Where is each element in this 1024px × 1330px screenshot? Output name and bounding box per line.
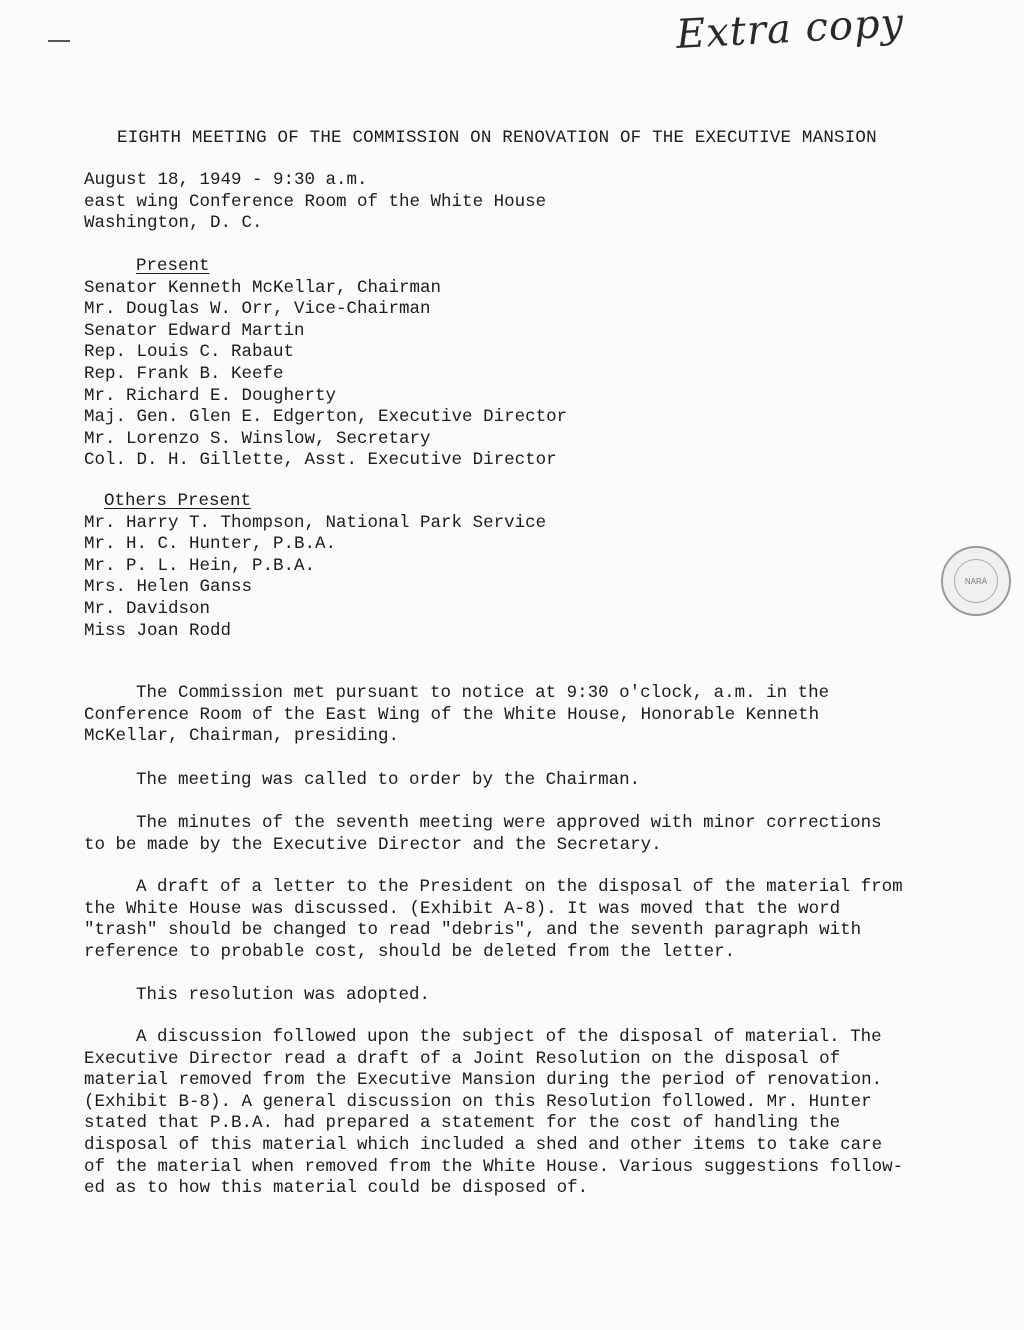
paragraph-line: material removed from the Executive Mansion during the period of renovation. (84, 1070, 883, 1091)
paragraph-line: of the material when removed from the White House. Various suggestions follow- (84, 1156, 904, 1177)
others-member: Mr. Harry T. Thompson, National Park Service (84, 512, 547, 533)
others-member: Mr. P. L. Hein, P.B.A. (84, 555, 316, 576)
others-present-heading: Others Present (104, 491, 252, 511)
document-title: EIGHTH MEETING OF THE COMMISSION ON RENOVATION OF THE EXECUTIVE MANSION (117, 128, 877, 148)
paragraph-line: The minutes of the seventh meeting were approved with minor corrections (136, 813, 882, 833)
meeting-location: east wing Conference Room of the White House (84, 191, 547, 212)
paragraph-line: (Exhibit B-8). A general discussion on this Resolution followed. Mr. Hunter (84, 1091, 872, 1112)
paragraph-line: The Commission met pursuant to notice at 9:30 o'clock, a.m. in the (136, 683, 830, 703)
paragraph-line: A draft of a letter to the President on the disposal of the material from (136, 877, 903, 897)
paragraph-resolution-adopted (84, 985, 924, 1007)
others-member: Mr. Davidson (84, 598, 211, 619)
pencil-mark (48, 40, 70, 42)
paragraph-line: This resolution was adopted. (136, 985, 431, 1005)
handwritten-annotation: Extra copy (674, 0, 906, 58)
present-member: Mr. Lorenzo S. Winslow, Secretary (84, 428, 431, 449)
paragraph-line: McKellar, Chairman, presiding. (84, 726, 400, 747)
meeting-date-time: August 18, 1949 - 9:30 a.m. (84, 170, 368, 190)
present-member: Senator Kenneth McKellar, Chairman (84, 277, 442, 298)
archive-stamp (941, 546, 1011, 616)
paragraph-meeting-convened (84, 683, 924, 748)
present-section (84, 256, 567, 472)
present-heading: Present (136, 256, 210, 276)
others-member: Mrs. Helen Ganss (84, 577, 253, 598)
paragraph-letter-draft (84, 877, 924, 963)
present-member: Rep. Frank B. Keefe (84, 363, 284, 384)
paragraph-line: to be made by the Executive Director and the Secretary. (84, 834, 662, 855)
paragraph-called-to-order (84, 770, 924, 792)
meeting-header (84, 170, 546, 235)
present-member: Maj. Gen. Glen E. Edgerton, Executive Director (84, 407, 568, 428)
paragraph-minutes-approved (84, 813, 924, 856)
meeting-city: Washington, D. C. (84, 213, 263, 234)
others-member: Mr. H. C. Hunter, P.B.A. (84, 534, 337, 555)
paragraph-line: disposal of this material which included a shed and other items to take care (84, 1134, 883, 1155)
paragraph-line: A discussion followed upon the subject of the disposal of material. The (136, 1027, 882, 1047)
present-member: Mr. Douglas W. Orr, Vice-Chairman (84, 299, 431, 320)
present-member: Rep. Louis C. Rabaut (84, 342, 295, 363)
paragraph-line: The meeting was called to order by the Chairman. (136, 770, 641, 790)
paragraph-line: the White House was discussed. (Exhibit A-8). It was moved that the word (84, 898, 841, 919)
paragraph-line: Conference Room of the East Wing of the White House, Honorable Kenneth (84, 704, 820, 725)
paragraph-disposal-discussion (84, 1027, 924, 1200)
others-member: Miss Joan Rodd (84, 620, 232, 641)
present-member: Senator Edward Martin (84, 320, 305, 341)
present-member: Col. D. H. Gillette, Asst. Executive Director (84, 450, 557, 471)
paragraph-line: reference to probable cost, should be deleted from the letter. (84, 941, 736, 962)
paragraph-line: Executive Director read a draft of a Joint Resolution on the disposal of (84, 1048, 841, 1069)
paragraph-line: ed as to how this material could be disposed of. (84, 1178, 589, 1199)
paragraph-line: "trash" should be changed to read "debris", and the seventh paragraph with (84, 920, 862, 941)
present-member: Mr. Richard E. Dougherty (84, 385, 337, 406)
paragraph-line: stated that P.B.A. had prepared a statement for the cost of handling the (84, 1113, 841, 1134)
others-present-section (84, 491, 546, 642)
stamp-text: NARA (954, 559, 998, 603)
